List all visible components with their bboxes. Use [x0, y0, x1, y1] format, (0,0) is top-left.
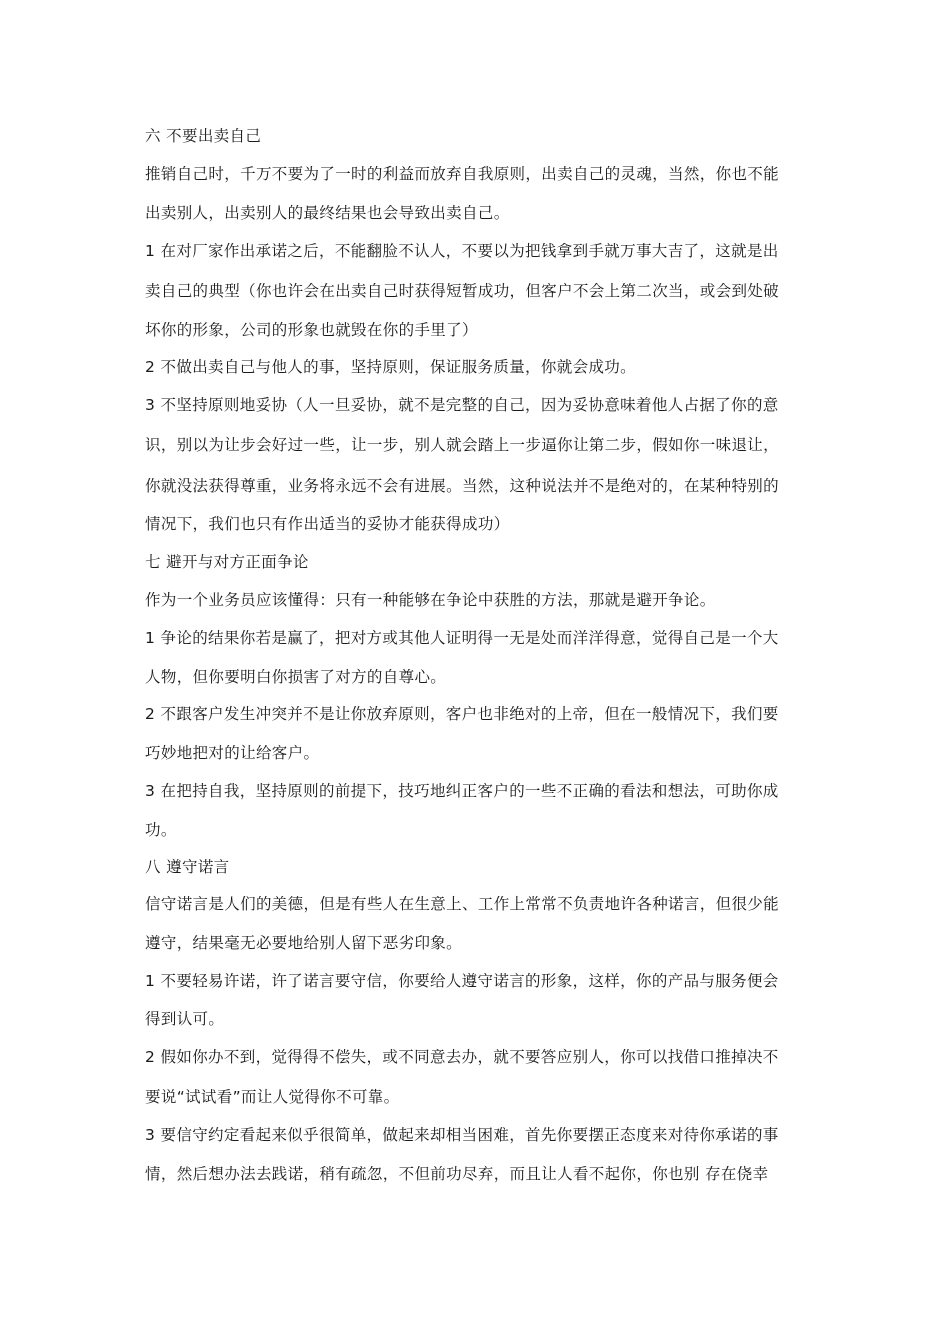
- list-item-line: 情况下，我们也只有作出适当的妥协才能获得成功）: [145, 515, 510, 533]
- list-item-line: 2 不做出卖自己与他人的事，坚持原则，保证服务质量，你就会成功。: [145, 358, 636, 376]
- list-item-line: 1 争论的结果你若是赢了，把对方或其他人证明得一无是处而洋洋得意，觉得自己是一个大: [145, 629, 779, 647]
- list-item-line: 你就没法获得尊重，业务将永远不会有进展。当然，这种说法并不是绝对的，在某种特别的: [145, 477, 780, 495]
- paragraph-line: 信守诺言是人们的美德，但是有些人在生意上、工作上常常不负责地许各种诺言，但很少能: [145, 895, 780, 913]
- list-item-line: 巧妙地把对的让给客户。: [145, 744, 320, 762]
- list-item-line: 3 要信守约定看起来似乎很简单，做起来却相当困难，首先你要摆正态度来对待你承诺的事: [145, 1126, 779, 1144]
- list-item-line: 2 假如你办不到，觉得得不偿失，或不同意去办，就不要答应别人，你可以找借口推掉决不: [145, 1048, 779, 1066]
- paragraph-line: 遵守，结果毫无必要地给别人留下恶劣印象。: [145, 934, 463, 952]
- paragraph-line: 推销自己时，千万不要为了一时的利益而放弃自我原则，出卖自己的灵魂，当然，你也不能: [145, 165, 780, 183]
- list-item-line: 3 不坚持原则地妥协（人一旦妥协，就不是完整的自己，因为妥协意味着他人占据了你的意: [145, 396, 779, 414]
- paragraph-line: 作为一个业务员应该懂得：只有一种能够在争论中获胜的方法，那就是避开争论。: [145, 591, 716, 609]
- paragraph-line: 出卖别人，出卖别人的最终结果也会导致出卖自己。: [145, 204, 510, 222]
- section-heading-six: 六 不要出卖自己: [145, 127, 262, 145]
- list-item-line: 要说“试试看”而让人觉得你不可靠。: [145, 1088, 400, 1106]
- list-item-line: 坏你的形象，公司的形象也就毁在你的手里了）: [145, 321, 478, 339]
- list-item-line: 情，然后想办法去践诺，稍有疏忽，不但前功尽弃，而且让人看不起你，你也别 存在侥幸: [145, 1165, 769, 1183]
- list-item-line: 2 不跟客户发生冲突并不是让你放弃原则，客户也非绝对的上帝，但在一般情况下，我们要: [145, 705, 779, 723]
- list-item-line: 卖自己的典型（你也许会在出卖自己时获得短暂成功，但客户不会上第二次当，或会到处破: [145, 282, 780, 300]
- section-heading-seven: 七 避开与对方正面争论: [145, 553, 309, 571]
- list-item-line: 功。: [145, 821, 177, 839]
- list-item-line: 人物，但你要明白你损害了对方的自尊心。: [145, 668, 447, 686]
- section-heading-eight: 八 遵守诺言: [145, 858, 230, 876]
- list-item-line: 1 不要轻易许诺，许了诺言要守信，你要给人遵守诺言的形象，这样，你的产品与服务便会: [145, 972, 779, 990]
- list-item-line: 得到认可。: [145, 1010, 225, 1028]
- list-item-line: 识，别以为让步会好过一些，让一步，别人就会踏上一步逼你让第二步，假如你一味退让，: [145, 436, 780, 454]
- list-item-line: 1 在对厂家作出承诺之后，不能翻脸不认人，不要以为把钱拿到手就万事大吉了，这就是出: [145, 242, 779, 260]
- list-item-line: 3 在把持自我，坚持原则的前提下，技巧地纠正客户的一些不正确的看法和想法，可助你成: [145, 782, 779, 800]
